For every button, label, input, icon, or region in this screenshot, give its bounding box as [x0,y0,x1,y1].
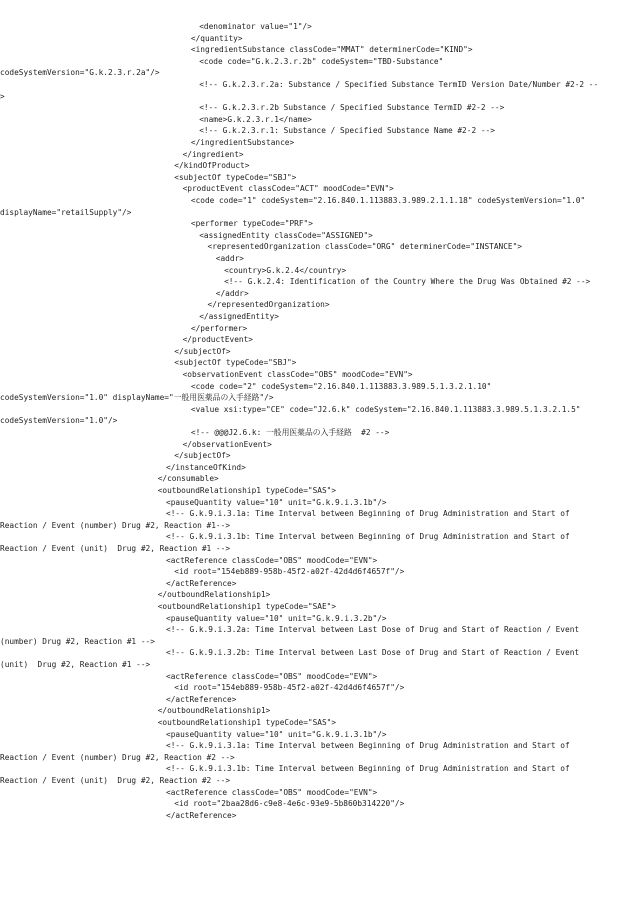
code-line: </consumable> [157,474,219,484]
code-line: <!-- G.k.9.i.3.1b: Time Interval between Beginning of Drug Administration and Start of [166,532,570,542]
code-line: <!-- G.k.2.3.r.1: Substance / Specified Substance Name #2-2 --> [199,126,495,136]
code-line: </addr> [215,288,249,298]
code-line: </actReference> [166,578,237,588]
code-line: </subjectOf> [174,451,231,461]
code-line: </productEvent> [182,335,254,345]
code-line: <outboundRelationship1 typeCode="SAS"> [157,486,337,495]
code-line: Reaction / Event (number) Drug #2, Reaction #1--> [0,520,231,530]
code-line: <code code="2" codeSystem="2.16.840.1.113883.3.989.5.1.3.2.1.10" [190,381,492,391]
code-line: </actReference> [166,810,237,820]
code-line: <performer typeCode="PRF"> [190,219,313,229]
code-line: codeSystemVersion="G.k.2.3.r.2a"/> [0,68,160,78]
code-line: <!-- G.k.2.3.r.2a: Substance / Specified Substance TermID Version Date/Number #2-2 -- [199,80,599,89]
code-line: <outboundRelationship1 typeCode="SAS"> [157,718,337,727]
code-line: <actReference classCode="OBS" moodCode="EVN"> [166,671,378,681]
code-line: codeSystemVersion="1.0" displayName="一般用医薬品の入手経路"/> [0,393,274,403]
code-line: </instanceOfKind> [166,462,246,472]
code-line: <productEvent classCode="ACT" moodCode="EVN"> [182,184,394,194]
code-line: <id root="2baa28d6-c9e8-4e6c-93e9-5b860b314220"/> [174,799,405,809]
code-line: <code code="G.k.2.3.r.2b" codeSystem="TBD-Substance" [199,56,444,66]
code-line: </performer> [190,323,248,333]
code-line: <!-- G.k.2.3.r.2b Substance / Specified Substance TermID #2-2 --> [199,103,505,113]
code-line: Reaction / Event (number) Drug #2, Reaction #2 --> [0,752,235,762]
code-line: <!-- @@@J2.6.k: 一般用医薬品の入手経路 #2 --> [190,428,390,437]
code-line: </outboundRelationship1> [157,706,271,716]
code-line: <name>G.k.2.3.r.1</name> [199,114,312,124]
code-line: <pauseQuantity value="10" unit="G.k.9.i.3.1b"/> [166,729,387,739]
code-line: </assignedEntity> [199,312,279,321]
code-line: <!-- G.k.9.i.3.1a: Time Interval between Beginning of Drug Administration and Start of [166,741,570,751]
code-line: <addr> [215,254,244,263]
code-line: <country>G.k.2.4</country> [224,265,347,275]
code-line: Reaction / Event (unit) Drug #2, Reaction #1 --> [0,544,231,553]
code-line: (unit) Drug #2, Reaction #1 --> [0,660,151,669]
code-line: </ingredient> [182,149,244,159]
code-line: <!-- G.k.9.i.3.2a: Time Interval between Last Dose of Drug and Start of Reaction / Event [166,625,580,635]
code-line: <subjectOf typeCode="SBJ"> [174,358,297,368]
code-line: <assignedEntity classCode="ASSIGNED"> [199,230,373,240]
code-line: <!-- G.k.2.4: Identification of the Country Where the Drug Was Obtained #2 --> [224,277,591,287]
code-line: <observationEvent classCode="OBS" moodCode="EVN"> [182,370,413,379]
code-line: <pauseQuantity value="10" unit="G.k.9.i.3.1b"/> [166,497,387,507]
code-line: </subjectOf> [174,346,231,356]
code-line: <ingredientSubstance classCode="MMAT" determinerCode="KIND"> [190,45,473,55]
code-line: </quantity> [190,33,243,43]
code-line: displayName="retailSupply"/> [0,207,132,217]
code-line: <id root="154eb889-958b-45f2-a02f-42d4d6f4657f"/> [174,683,405,693]
code-line: > [0,91,5,101]
code-line: </kindOfProduct> [174,161,250,171]
code-line: <!-- G.k.9.i.3.1a: Time Interval between Beginning of Drug Administration and Start of [166,509,570,519]
code-line: <!-- G.k.9.i.3.2b: Time Interval between Last Dose of Drug and Start of Reaction / Event [166,648,580,658]
code-line: <id root="154eb889-958b-45f2-a02f-42d4d6f4657f"/> [174,567,405,577]
code-line: </actReference> [166,694,237,704]
code-line: <actReference classCode="OBS" moodCode="EVN"> [166,787,378,797]
code-line: <code code="1" codeSystem="2.16.840.1.113883.3.989.2.1.1.18" codeSystemVersion="1.0" [190,196,586,205]
code-line: <denominator value="1"/> [199,22,312,31]
code-line: Reaction / Event (unit) Drug #2, Reaction #2 --> [0,776,231,785]
code-line: </ingredientSubstance> [190,138,295,147]
code-line: </representedOrganization> [207,300,330,310]
code-line: (number) Drug #2, Reaction #1 --> [0,636,155,646]
code-line: </observationEvent> [182,439,272,449]
code-line: <actReference classCode="OBS" moodCode="EVN"> [166,555,378,565]
code-line: <outboundRelationship1 typeCode="SAE"> [157,602,337,611]
code-line: <representedOrganization classCode="ORG" determinerCode="INSTANCE"> [207,242,523,252]
code-line: <value xsi:type="CE" code="J2.6.k" codeSystem="2.16.840.1.113883.3.989.5.1.3.2.1.5" [190,404,581,414]
code-line: <!-- G.k.9.i.3.1b: Time Interval between Beginning of Drug Administration and Start of [166,764,570,774]
code-line: </outboundRelationship1> [157,590,271,600]
code-line: codeSystemVersion="1.0"/> [0,416,118,426]
code-line: <pauseQuantity value="10" unit="G.k.9.i.3.2b"/> [166,613,387,623]
code-line: <subjectOf typeCode="SBJ"> [174,172,297,182]
